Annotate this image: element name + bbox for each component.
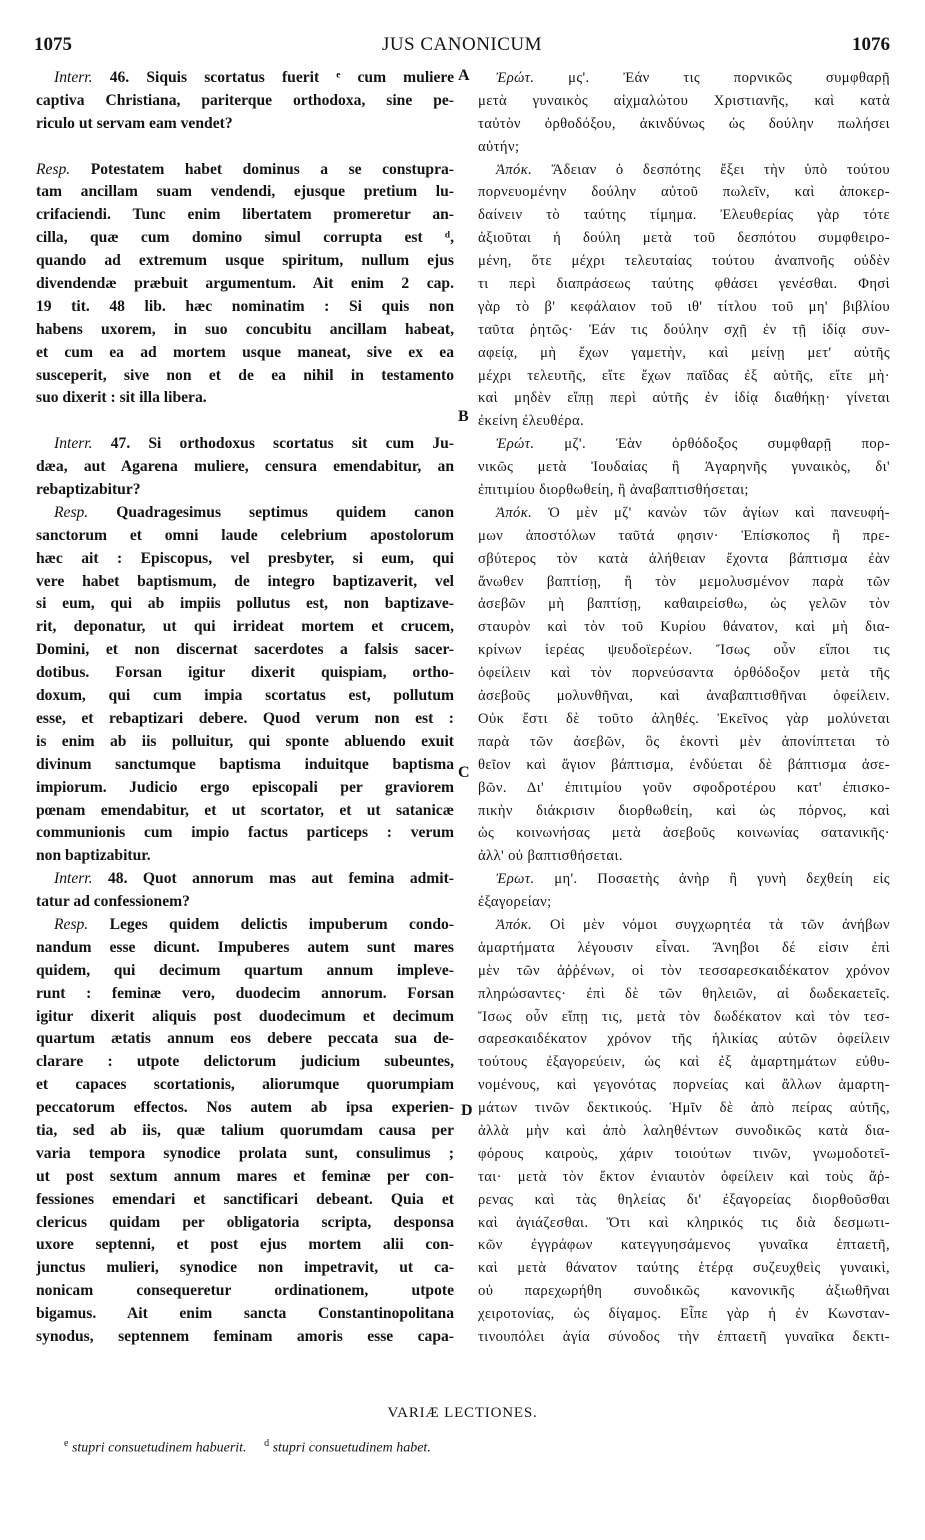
interrogatio-label: Interr. <box>54 435 93 453</box>
section-marker-b: B <box>458 408 469 425</box>
line-text: μς'. Ἐάν τις πορνικῶς συμφθαρῇ <box>568 70 890 86</box>
text-line: ἐπιτιμίου διορθωθείη, ἢ ἀναβαπτισθήσεται; <box>478 482 749 499</box>
section-marker-a: A <box>458 67 470 84</box>
line-text: Leges quidem delictis impuberum condo- <box>109 915 454 933</box>
footnote-mark-d: d <box>264 1438 270 1449</box>
text-line: synodus, septennem feminam amoris esse capa- <box>36 1327 454 1345</box>
text-line <box>36 67 454 90</box>
text-line <box>36 159 454 182</box>
text-line: communionis cum impio factus particeps : verum <box>36 824 454 842</box>
text-line: ἀσεβοῦς μολυνθῆναι, καὶ ἀναβαπτισθῆναι ὀφείλειν. <box>478 688 890 705</box>
responsio-label: Resp. <box>54 503 89 521</box>
text-line: γὰρ τὸ β' κεφάλαιον τοῦ ιθ' τίτλου τοῦ μη' βιβλίου <box>478 298 890 315</box>
text-line: ρενας καὶ τὰς θηλείας δι' ἐξαγορείας διορθοῦσθαι <box>478 1191 890 1208</box>
text-line <box>478 433 890 456</box>
erotesis-label: Ἐρώτ. <box>496 70 535 86</box>
text-line <box>478 914 890 937</box>
line-text: Οἱ μὲν νόμοι συγχωρητέα τὰ τῶν ἀνήβων <box>549 916 890 933</box>
text-line <box>36 868 454 891</box>
text-line: ἀσεβῶν μὴ βαπτίσῃ, καθαιρείσθω, ὡς γελῶν τὸν <box>478 596 890 613</box>
text-line: χειροτονίας, ὡς δίγαμος. Εἶπε γὰρ ἡ ἐν Κωνσταν- <box>478 1306 890 1323</box>
text-line: bigamus. Ait enim sancta Constantinopolitana <box>36 1305 454 1323</box>
text-line: fessiones emendari et sanctificari debeant. Quia et <box>36 1190 454 1208</box>
text-line: tia, sed ab iis, quæ talium quorumdam causa per <box>36 1121 454 1139</box>
apokrisis-label: Ἀπόκ. <box>496 916 533 933</box>
text-line: ἄνωθεν βαπτίσῃ, ἢ τὸν μεμολυσμένον παρὰ τῶν <box>478 573 890 590</box>
section-marker-d: D <box>461 1102 473 1119</box>
text-line: suo dixerit : sit illa libera. <box>36 389 207 407</box>
line-text: 46. Siquis scortatus fuerit ᵉ cum muliere <box>109 69 454 86</box>
text-line: ταῦτα ῥητῶς· Ἐάν τις δούλην σχῇ ἐν τῇ ἰδίᾳ συν- <box>478 321 890 338</box>
line-text: μη'. Ποσαετὴς ἀνὴρ ἢ γυνὴ δεχθείη εἰς <box>554 871 890 888</box>
line-text: Ὁ μὲν μζ' κανὼν τῶν ἁγίων καὶ πανευφή- <box>548 504 890 521</box>
text-line: καὶ μετὰ θάνατον ταύτης ἑτέρᾳ συζευχθεὶς γυναικὶ, <box>478 1260 890 1277</box>
text-line: esse, et rebaptizari debere. Quod verum non est : <box>36 709 454 727</box>
latin-column <box>36 67 454 1349</box>
text-line: αφείᾳ, μὴ ἔχων γαμετὴν, καὶ μείνῃ μετ' αὐτῆς <box>478 344 890 361</box>
text-line: θεῖον καὶ ἅγιον βάπτισμα, ἐνδύεται δὲ βάπτισμα ἀσε- <box>478 756 890 773</box>
text-line: Domini, et non discernat sacerdotes a falsis sacer- <box>36 641 454 659</box>
text-line: ἐξαγορείαν; <box>478 894 552 911</box>
text-line: ἀξιοῦται ἡ δούλη μετὰ τοῦ δεσπότου συμφθειρο- <box>478 230 890 247</box>
text-line: habens uxorem, in suo concubitu ancillam habeat, <box>36 320 454 338</box>
text-line: πικὴν διάκρισιν διορθωθείη, καὶ ὡς πόρνος, καὶ <box>478 802 890 819</box>
text-line <box>478 502 890 525</box>
text-line: μάτων τινῶν δεκτικούς. Ἡμῖν δὲ ἀπὸ πείρας αὐτῆς, <box>478 1100 890 1117</box>
text-line: παρὰ τῶν ἀσεβῶν, ὃς ἑκοντὶ μὲν ἀπονίπτεται τὸ <box>478 733 890 750</box>
text-line: rit, deponatur, ut qui irrideat mortem et crucem, <box>36 618 454 636</box>
footnote-mark-e: e <box>64 1438 69 1449</box>
apokrisis-label: Ἀπόκ. <box>496 161 533 178</box>
text-line: αὐτήν; <box>478 138 520 155</box>
running-header <box>34 34 890 60</box>
text-line: μὲν τῶν ἀῤῥένων, οἱ τὸν τεσσαρεσκαιδέκατον χρόνον <box>478 962 890 979</box>
interrogatio-label: Interr. <box>54 69 93 86</box>
text-line: κῶν ἐγγράφων κατεγγυησάμενος γυναῖκα ἑπταετῆ, <box>478 1237 890 1254</box>
text-line: crifaciendi. Tunc enim libertatem promeretur an- <box>36 206 454 224</box>
line-text: Quadragesimus septimus quidem canon <box>116 503 454 521</box>
text-line: is enim ab iis polluitur, qui sponte abluendo exuit <box>36 732 454 750</box>
text-line: Οὐκ ἔστι δὲ τοῦτο ἀληθές. Ἐκεῖνος γὰρ μολύνεται <box>478 710 890 727</box>
text-line: captiva Christiana, pariterque orthodoxa, sine pe- <box>36 91 454 109</box>
text-line: quartum ætatis annum eos debere peccata sua de- <box>36 1030 454 1048</box>
text-line: καὶ ἁγιάζεσθαι. Ὅτι καὶ κληρικός τις διὰ δεσμωτι- <box>478 1214 890 1231</box>
text-line: σταυρὸν καὶ τὸν τοῦ Κυρίου θάνατον, καὶ μὴ δια- <box>478 619 890 636</box>
text-line: dotibus. Forsan igitur dixerit quispiam, ortho- <box>36 664 454 682</box>
responsio-label: Resp. <box>36 160 71 178</box>
line-text: Ἄδειαν ὁ δεσπότης ἔξει τὴν ὑπὸ τούτου <box>551 161 890 178</box>
text-line: ἐκείνη ἐλευθέρα. <box>478 413 585 430</box>
line-text: μζ'. Ἐὰν ὀρθόδοξος συμφθαρῇ πορ- <box>564 436 890 453</box>
running-title: JUS CANONICUM <box>381 34 543 55</box>
text-line: nandum esse dicunt. Impuberes autem sunt mares <box>36 938 454 956</box>
text-line: susceperit, sive non et de ea nihil in testamento <box>36 366 454 384</box>
variae-lectiones-heading: VARIÆ LECTIONES. <box>387 1405 538 1421</box>
text-line <box>36 502 454 525</box>
text-line: cilla, quæ cum domino simul corrupta est ᵈ, <box>36 229 454 247</box>
text-line: nonicam consequeretur ordinationem, utpote <box>36 1282 454 1300</box>
text-line: uxore septenni, et post ejus mortem alii con- <box>36 1236 454 1254</box>
text-line: μων ἀποστόλων ταῦτά φησιν· Ἐπίσκοπος ἢ πρε- <box>478 527 890 544</box>
text-line: quando ad extremum usque spiritum, nullum ejus <box>36 252 454 270</box>
text-line: ταὐτὸν ὀρθοδόξου, ἀκινδύνως ὡς δούλην πωλήσει <box>478 115 890 132</box>
text-line: μέχρι τελευτῆς, εἴτε ἔχων παῖδας ἐξ αὐτῆς, εἴτε μὴ· <box>478 367 890 384</box>
text-line: τινουπόλει ἁγία σύνοδος τὴν ἑπταετῆ γυναῖκα δεκτι- <box>478 1328 890 1345</box>
footnote-d-text: stupri consuetudinem habet. <box>272 1440 431 1456</box>
section-marker-c: C <box>458 764 470 781</box>
line-text: 48. Quot annorum mas aut femina admit- <box>108 870 454 888</box>
text-line: ὀφείλειν καὶ τὸν πορνεύσαντα ὀρθόδοξον μετὰ τῆς <box>478 665 890 682</box>
page-number-right: 1076 <box>852 34 890 55</box>
text-line: divendendæ præbuit argumentum. Ait enim 2 cap. <box>36 275 454 293</box>
text-line: πορνευομένην δούλην αὐτοῦ πωλεῖν, καὶ ἀποκερ- <box>478 184 890 201</box>
text-line: τούτους ἐξαγορεύειν, ὡς καὶ ἐξ ἁμαρτημάτων εὐθυ- <box>478 1054 890 1071</box>
text-line: ἁμαρτήματα λέγουσιν εἶναι. Ἄνηβοι δέ εἰσιν ἐπὶ <box>478 939 890 956</box>
text-line: peccatorum effectos. Nos autem ab ipsa experien- <box>36 1099 454 1117</box>
text-line: μετὰ γυναικὸς αἰχμαλώτου Χριστιανῆς, καὶ κατὰ <box>478 92 890 109</box>
text-line: ἀλλ' οὐ βαπτισθήσεται. <box>478 848 623 865</box>
responsio-label: Resp. <box>54 915 89 933</box>
text-line: ται· μετὰ τὸν ἕκτον ἐνιαυτὸν ὀφείλειν καὶ τοὺς ἄῤ- <box>478 1168 890 1185</box>
text-line: tam ancillam suam vendendi, ejusque pretium lu- <box>36 183 454 201</box>
text-line: impiorum. Judicio ergo episcopali per graviorem <box>36 778 454 796</box>
text-line: ὡς κοινωνήσας μετὰ ἀσεβοῦς κοινωνίας σατανικῆς· <box>478 825 890 842</box>
text-line: riculo ut servam eam vendet? <box>36 114 233 132</box>
footnote-e-text: stupri consuetudinem habuerit. <box>71 1440 247 1456</box>
text-line: πληρώσαντες· ἐπὶ δὲ τῶν θηλειῶν, αἱ δωδεκαετεῖς. <box>478 985 890 1002</box>
line-text: 47. Si orthodoxus scortatus sit cum Ju- <box>110 435 454 453</box>
text-line: νικῶς μετὰ Ἰουδαίας ἢ Ἀγαρηνῆς γυναικὸς, δι' <box>478 459 890 476</box>
text-line: δαίνειν τὸ ταύτης τίμημα. Ἐλευθερίας γὰρ τότε <box>478 207 890 224</box>
text-line: pœnam emendabitur, et ut scortator, et ut satanicæ <box>36 801 454 819</box>
text-line: quidem, qui decimum quartum annum impleve- <box>36 961 454 979</box>
text-line: doxum, qui cum impia scortatus est, pollutum <box>36 687 454 705</box>
text-line: ἀλλὰ μὴν καὶ ἀπὸ λαληθέντων συνοδικῶς κατὰ δια- <box>478 1122 890 1139</box>
text-line <box>36 914 454 937</box>
interrogatio-label: Interr. <box>54 870 93 888</box>
text-line <box>36 433 454 456</box>
text-line: tatur ad confessionem? <box>36 893 190 911</box>
text-line: varia tempora synodice prolata sunt, consulimus ; <box>36 1144 454 1162</box>
text-line: οὐ παρεχωρήθη συνοδικῶς κανονικῆς ἀξιωθῆναι <box>478 1283 890 1300</box>
text-line: φόρους καιροὺς, χάριν τοιούτων τινῶν, γνωμοδοτεῖ- <box>478 1145 890 1162</box>
text-line: runt : feminæ vero, duodecim annorum. Forsan <box>36 984 454 1002</box>
text-line <box>478 868 890 891</box>
text-line: νομένους, καὶ γεγονότας πορνείας καὶ ἄλλων ἁμαρτη- <box>478 1077 890 1094</box>
text-line: vere habet baptismum, de integro baptizaverit, vel <box>36 572 454 590</box>
text-line: βῶν. Δι' ἐπιτιμίου γοῦν σφοδροτέρου κατ' ἐπισκο- <box>478 779 890 796</box>
line-text: Potestatem habet dominus a se constupra- <box>90 160 454 178</box>
text-line: κρίνων ἱερέας ψευδοϊερέων. Ἴσως οὖν εἴποι τις <box>478 642 890 659</box>
text-line: divinum sanctumque baptisma induitque baptisma <box>36 755 454 773</box>
text-line: Ἴσως οὖν εἴπῃ τις, μετὰ τὸν δωδέκατον καὶ τὸν τεσ- <box>478 1008 890 1025</box>
erotesis-label: Ἐρωτ. <box>496 871 535 888</box>
text-line: τι περὶ διαπράσεως ταύτης φθάσει γενέσθαι. Φησὶ <box>478 276 890 293</box>
text-line: καὶ μηδὲν εἴπῃ περὶ αὐτῆς ἐν ἰδίᾳ διαθήκῃ· γίνεται <box>478 390 890 407</box>
text-line: μένη, ὅτε μέχρι τελευταίας τούτου ἀναπνοῆς οὐδὲν <box>478 253 890 270</box>
variant-readings <box>64 1438 431 1457</box>
page-number-left: 1075 <box>34 34 72 55</box>
erotesis-label: Ἐρώτ. <box>496 436 535 453</box>
greek-column <box>478 67 890 1349</box>
text-line: σαρεσκαιδέκατον χρόνον τῆς ἡλικίας αὐτῶν ὀφείλειν <box>478 1031 890 1048</box>
text-line: junctus mulieri, synodice non impetravit, ut ca- <box>36 1259 454 1277</box>
text-line: hæc ait : Episcopus, vel presbyter, si eum, qui <box>36 549 454 567</box>
text-line: σβύτερος τὸν κατὰ ἀλήθειαν ἔχοντα βάπτισμα ἐὰν <box>478 550 890 567</box>
text-line <box>478 159 890 182</box>
text-line: ut post sextum annum mares et feminæ per con- <box>36 1167 454 1185</box>
text-line: dæa, aut Agarena muliere, censura emendabitur, an <box>36 458 454 476</box>
text-line: et cum ea ad mortem usque maneat, sive ex ea <box>36 343 454 361</box>
text-line: si eum, qui ab impiis pollutus est, non baptizave- <box>36 595 454 613</box>
text-line <box>478 67 890 90</box>
apokrisis-label: Ἀπόκ. <box>496 504 533 521</box>
text-line: rebaptizabitur? <box>36 481 141 499</box>
text-line: et capaces scortationis, aliorumque quorumpiam <box>36 1076 454 1094</box>
text-line: igitur dixerit aliquis post duodecimum et decimum <box>36 1007 454 1025</box>
text-line: non baptizabitur. <box>36 847 151 865</box>
text-line: sanctorum et omni laude celebrium apostolorum <box>36 526 454 544</box>
text-line: clarare : utpote delictorum judicium subeuntes, <box>36 1053 454 1071</box>
text-line: clericus quidam per obligatoria scripta, desponsa <box>36 1213 454 1231</box>
text-line: 19 tit. 48 lib. hæc nominatim : Si quis non <box>36 297 454 315</box>
